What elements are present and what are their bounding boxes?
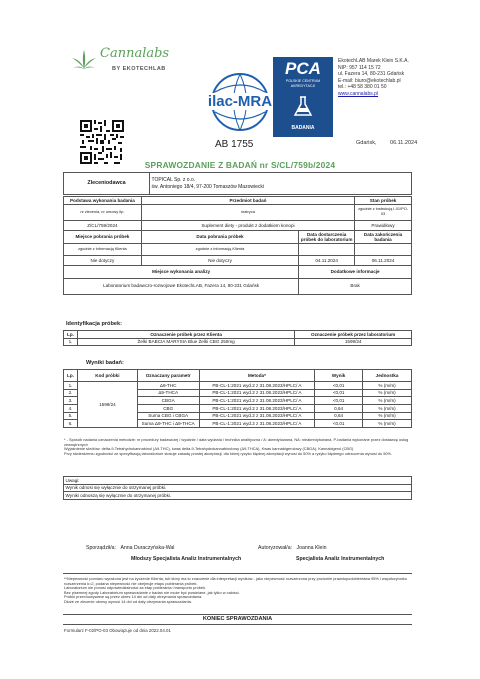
prepared-by — [86, 545, 174, 551]
row-unit: % (m/m) — [363, 412, 412, 420]
ident-title: Identyfikacja próbek: — [66, 321, 122, 327]
state-sub: zgodnie z instrukcją I-01/PO-03 — [355, 204, 412, 220]
company-web[interactable]: www.cannalabs.pl — [338, 90, 379, 97]
footnote: Bez pisemnej zgody Laboratorium sprawozdanie z badań nie może być powielane, jak tylko w całości. — [64, 589, 240, 595]
ident-table — [63, 330, 412, 346]
row-method: PB-CL-1:2021 wyd.2 z 31.08.2023/HPLC/ A — [199, 382, 315, 390]
prepared-role: Młodszy Specjalista Analiz Instrumentalnych — [131, 556, 242, 562]
client-label: Zleceniodawca — [64, 173, 150, 195]
date-sub: zgodnie z informacją Klienta — [141, 243, 298, 255]
results-header-lp: Lp. — [64, 370, 78, 382]
pca-label: BADANIA — [291, 125, 315, 131]
subject-value: Suplement diety - produkt z dodatkiem konopi — [141, 220, 354, 230]
extra-header: Dodatkowe informacje — [299, 266, 412, 278]
date: 06.11.2024 — [390, 140, 418, 146]
delivery-value: 04.11.2024 — [299, 256, 355, 266]
pca-sub1: POLSKIE CENTRUM — [285, 79, 321, 83]
cannalabs-logo — [70, 38, 170, 78]
sample-code: 1599/24 — [77, 382, 137, 428]
footnotes — [64, 577, 413, 605]
row-result: 0,64 — [315, 404, 363, 412]
row-param: Δ9-THC — [137, 382, 199, 390]
company-name: EkotechLAB Marek Klein S.K.A. — [338, 58, 409, 64]
place: Gdańsk, — [356, 140, 377, 146]
company-info — [338, 58, 409, 98]
row-param: Suma Δ9-THC i Δ9-THCA — [137, 420, 199, 428]
prepared-label: Sporządził/a: — [86, 545, 116, 551]
basis-header: Podstawa wykonania badania — [64, 197, 142, 205]
pca-text: PCA — [285, 59, 321, 78]
row-lp: 2. — [64, 389, 78, 397]
delivery-header: Data dostarczenia próbek do laboratorium — [299, 230, 355, 243]
row-param: CBG — [137, 404, 199, 412]
row-lp: 5. — [64, 412, 78, 420]
row-unit: % (m/m) — [363, 404, 412, 412]
row-method: PB-CL-1:2021 wyd.2 z 31.08.2023/HPLC/ A — [199, 404, 315, 412]
row-result: <0,01 — [315, 382, 363, 390]
accreditation-number: AB 1755 — [215, 139, 254, 150]
end-of-report: KONIEC SPRAWOZDANIA — [202, 616, 273, 622]
client-table — [63, 172, 412, 195]
ilac-text: ilac-MRA — [205, 93, 275, 110]
auth-name: Joanna Klein — [296, 545, 327, 551]
report-title: SPRAWOZDANIE Z BADAŃ nr S/CL/759b/2024 — [144, 160, 336, 170]
subject-sub: matryca — [141, 204, 354, 220]
row-method: PB-CL-1:2021 wyd.2 z 31.08.2023/HPLC/ A — [199, 389, 315, 397]
row-param: CBGA — [137, 397, 199, 405]
state-value: Prawidłowy — [355, 220, 412, 230]
subject-header: Przedmiot badań — [141, 197, 354, 205]
ident-client-header: Oznaczenie próbek przez Klienta — [77, 331, 294, 339]
state-header: Stan próbek — [355, 197, 412, 205]
results-title: Wyniki badań: — [86, 360, 124, 366]
client-address: św. Antoniego 18/4, 97-200 Tomaszów Mazowiecki — [151, 183, 264, 190]
end-sub — [355, 243, 412, 255]
remarks-line: Wynik odnosi się wyłącznie do otrzymanej próbki. — [64, 484, 412, 492]
results-header-code: Kod próbki — [77, 370, 137, 382]
form-number: Formularz F-02/PO-03 Obowiązuje od dnia 2022.04.01 — [64, 628, 171, 633]
separator — [63, 573, 412, 574]
row-unit: % (m/m) — [363, 382, 412, 390]
note: Wyjaśnienie skrótów: delta-9-Tetrahydrokannabinol (Δ9-THC), kwas delta-9-Tetrahydrokannabinolowy (Δ9-THCA), Kwas kannabigerolowy (CBGA), Kannabigerol (CBG) — [64, 446, 354, 452]
extra-value: Brak — [299, 278, 412, 294]
info-table — [63, 196, 412, 295]
company-nip: NIP: 957 114 15 72 — [338, 64, 381, 71]
ident-lab-header: Oznaczenie próbek przez laboratorium — [295, 331, 412, 339]
remarks-line: Wyniki odnoszą się wyłącznie do otrzymanej próbki. — [64, 492, 412, 500]
flask-icon — [291, 95, 315, 119]
ident-lp-header: Lp. — [64, 331, 78, 339]
results-notes — [64, 438, 414, 457]
company-address: ul. Fazera 14, 80-231 Gdańsk — [338, 71, 405, 78]
end-header: Data zakończenia badania — [355, 230, 412, 243]
row-result: <0,01 — [315, 420, 363, 428]
basis-value: Z/CL/759/2024 — [64, 220, 142, 230]
row-unit: % (m/m) — [363, 420, 412, 428]
ident-client: Żelki BABCIA MARYSIA Blue Żelki CBG 250mg — [77, 338, 294, 346]
analysis-header: Miejsce wykonania analizy — [64, 266, 299, 278]
company-phone: tel.: +48 58 380 01 50 — [338, 84, 387, 91]
row-lp: 1. — [64, 382, 78, 390]
footnote: Dłuże ze zlecenie okresy wynosi 14 dni od daty otrzymania sprawozdania. — [64, 598, 192, 604]
row-unit: % (m/m) — [363, 397, 412, 405]
pca-sub2: AKREDYTACJI — [290, 84, 316, 88]
client-name: TOPICAL Sp. z o.o. — [151, 176, 196, 183]
prepared-name: Anna Duraczyńska-Wal — [120, 545, 175, 551]
delivery-sub — [299, 243, 355, 255]
ilac-mra-logo — [205, 70, 275, 134]
remarks-table — [63, 476, 412, 500]
company-email: E-mail: biuro@ekotechlab.pl — [338, 77, 401, 84]
row-result: <0,01 — [315, 397, 363, 405]
row-method: PB-CL-1:2021 wyd.2 z 31.08.2023/HPLC/ A — [199, 412, 315, 420]
date-value: Nie dotyczy — [141, 256, 298, 266]
results-header-method: Metoda* — [199, 370, 315, 382]
analysis-value: Laboratorium badawczo-rozwojowe EkotechLAB, Fazera 14, 80-231 Gdańsk — [64, 278, 299, 294]
footnote: Laboratorium nie ponosi odpowiedzialności za etap pobierania i transportu próbek. — [64, 585, 207, 591]
basis-sub: nr zlecenia, nr umowy itp. — [64, 204, 142, 220]
pca-logo — [273, 57, 333, 137]
qr-code — [80, 120, 124, 164]
note: Przy stwierdzeniu zgodności ze specyfikacją laboratorium stosuje zasadę prostej akceptacji, dla której ryzyko błędnej akceptacji wynosi do 50% a ryzyko błędnego odrzucenia wynosi do 50%. — [64, 451, 393, 457]
cannabis-leaf-icon — [70, 48, 98, 72]
cannalabs-sub: BY EKOTECHLAB — [112, 66, 166, 72]
row-lp: 4. — [64, 404, 78, 412]
client-details — [150, 173, 412, 195]
results-table — [63, 369, 412, 428]
table-row — [64, 382, 412, 390]
results-header-unit: Jednostka — [363, 370, 412, 382]
row-lp: 3. — [64, 397, 78, 405]
row-method: PB-CL-1:2021 wyd.2 z 31.08.2023/HPLC/ A — [199, 397, 315, 405]
row-result: <0,01 — [315, 389, 363, 397]
row-method: PB-CL-1:2021 wyd.2 z 31.08.2023/HPLC/ A — [199, 420, 315, 428]
ident-lab: 1599/24 — [295, 338, 412, 346]
place-date — [356, 140, 417, 146]
separator — [63, 614, 412, 615]
place-value: Nie dotyczy — [64, 256, 142, 266]
row-unit: % (m/m) — [363, 389, 412, 397]
authorized-by — [258, 545, 326, 551]
row-lp: 6. — [64, 420, 78, 428]
separator — [63, 624, 412, 625]
place-sub: zgodnie z informacją Klienta — [64, 243, 142, 255]
results-header-param: Oznaczany parametr — [137, 370, 199, 382]
date-header: Data pobrania próbek — [141, 230, 298, 243]
results-header-result: Wynik — [315, 370, 363, 382]
footnote: **Niepewność pomiaru wyrażona jest na życzenie Klienta, tub który ma to znaczenie dla interpretacji wyników - jako niepewność rozszerzona przy poziomie prawdopodobieństwa 95% i współczynniku rozszerzenia k=2, podana niepewność nie obejmuje etapu pobierania próbek. — [64, 576, 407, 586]
note: * - Sposób nadania oznaczenia metodzie: nr procedury badawczej / wydanie / data wydania / technika analityczna / A: akredytowana, NA: nieakredytowana, P-badania wykonane przez dostawcę usług zewnętrznych — [64, 437, 409, 447]
remarks-label: Uwagi: — [64, 477, 412, 485]
row-param: Suma CBG i CBGA — [137, 412, 199, 420]
end-value: 06.11.2024 — [355, 256, 412, 266]
footnote: Próbki przechowywane są przez okres 14 dni od daty otrzymania sprawozdania. — [64, 594, 203, 600]
row-result: 0,64 — [315, 412, 363, 420]
auth-label: Autoryzował/a: — [258, 545, 293, 551]
place-header: Miejsce pobrania próbek — [64, 230, 142, 243]
ident-lp: 1. — [64, 338, 78, 346]
cannalabs-name: Cannalabs — [100, 46, 170, 61]
auth-role: Specjalista Analiz Instrumentalnych — [296, 556, 385, 562]
row-param: Δ9-THCA — [137, 389, 199, 397]
